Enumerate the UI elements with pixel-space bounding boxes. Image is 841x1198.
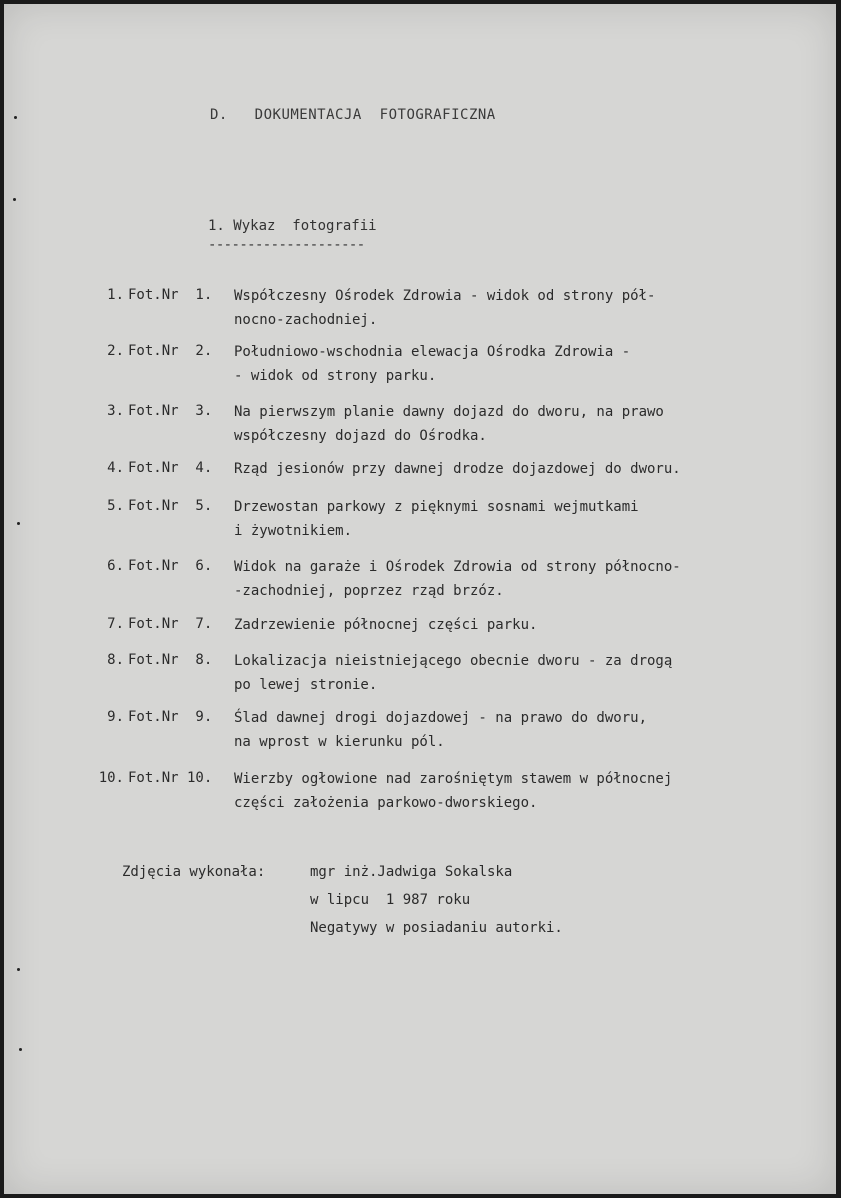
entry-description [234,495,639,543]
entry-number: 2. [107,343,124,359]
credits-date: w lipcu 1 987 roku [310,892,471,908]
margin-mark [17,968,20,971]
entry-photo-ref: Fot.Nr 10. [128,770,213,786]
entry-number: 5. [107,498,124,514]
entry-photo-ref: Fot.Nr 4. [128,460,213,476]
entry-number: 3. [107,403,124,419]
entry-description [234,706,647,754]
credits-note: Negatywy w posiadaniu autorki. [310,920,563,936]
entry-description-line: części założenia parkowo-dworskiego. [234,795,538,811]
credits-block [122,864,563,948]
photo-entry [4,770,836,830]
entry-number: 4. [107,460,124,476]
entry-photo-ref: Fot.Nr 5. [128,498,213,514]
entry-description [234,340,630,388]
photo-entry [4,287,836,347]
entry-description-line: -zachodniej, poprzez rząd brzóz. [234,583,504,599]
entry-description [234,284,655,332]
margin-mark [19,1048,22,1051]
photo-entry [4,343,836,403]
entry-description-line: Współczesny Ośrodek Zdrowia - widok od strony pół- [234,288,656,304]
entry-description-line: Drzewostan parkowy z pięknymi sosnami wejmutkami [234,499,639,515]
margin-mark [14,116,17,119]
entry-description-line: po lewej stronie. [234,677,378,693]
entry-description-line: Widok na garaże i Ośrodek Zdrowia od strony północno- [234,559,681,575]
photo-entry [4,652,836,712]
entry-number: 9. [107,709,124,725]
entry-description [234,555,681,603]
entry-number: 8. [107,652,124,668]
entry-description [234,613,537,637]
entry-description-line: Wierzby ogłowione nad zarośniętym stawem w północnej [234,771,673,787]
entry-photo-ref: Fot.Nr 8. [128,652,213,668]
section-letter: D. [210,107,228,123]
list-heading-title: Wykaz fotografii [233,218,377,234]
entry-description [234,457,681,481]
list-heading-underline: -------------------- [208,237,365,253]
entry-number: 7. [107,616,124,632]
list-heading [208,218,377,234]
entry-description-line: Ślad dawnej drogi dojazdowej - na prawo do dworu, [234,710,648,726]
entry-description [234,767,672,815]
section-heading: DOKUMENTACJA FOTOGRAFICZNA [254,107,496,123]
document-page [4,4,836,1194]
entry-number: 6. [107,558,124,574]
credits-author: mgr inż.Jadwiga Sokalska [310,864,513,880]
entry-description [234,649,672,697]
entry-photo-ref: Fot.Nr 9. [128,709,213,725]
entry-number: 10. [98,770,124,786]
entry-description-line: Południowo-wschodnia elewacja Ośrodka Zdrowia - [234,344,631,360]
entry-description-line: współczesny dojazd do Ośrodka. [234,428,487,444]
entry-photo-ref: Fot.Nr 3. [128,403,213,419]
entry-description-line: Zadrzewienie północnej części parku. [234,617,538,633]
margin-mark [13,198,16,201]
photo-entry [4,403,836,463]
entry-description [234,400,664,448]
entry-photo-ref: Fot.Nr 7. [128,616,213,632]
entry-description-line: Lokalizacja nieistniejącego obecnie dworu - za drogą [234,653,673,669]
entry-photo-ref: Fot.Nr 6. [128,558,213,574]
entry-description-line: na wprost w kierunku pól. [234,734,445,750]
entry-photo-ref: Fot.Nr 2. [128,343,213,359]
section-title [210,107,496,123]
photo-entry [4,498,836,558]
credits-label: Zdjęcia wykonała: [122,864,266,880]
entry-photo-ref: Fot.Nr 1. [128,287,213,303]
photo-entry [4,558,836,618]
entry-description-line: Na pierwszym planie dawny dojazd do dworu, na prawo [234,404,664,420]
margin-mark [17,522,20,525]
entry-description-line: nocno-zachodniej. [234,312,378,328]
entry-description-line: Rząd jesionów przy dawnej drodze dojazdowej do dworu. [234,461,681,477]
list-heading-number: 1. [208,218,225,234]
photo-entry [4,709,836,769]
entry-description-line: i żywotnikiem. [234,523,353,539]
entry-description-line: - widok od strony parku. [234,368,437,384]
entry-number: 1. [107,287,124,303]
